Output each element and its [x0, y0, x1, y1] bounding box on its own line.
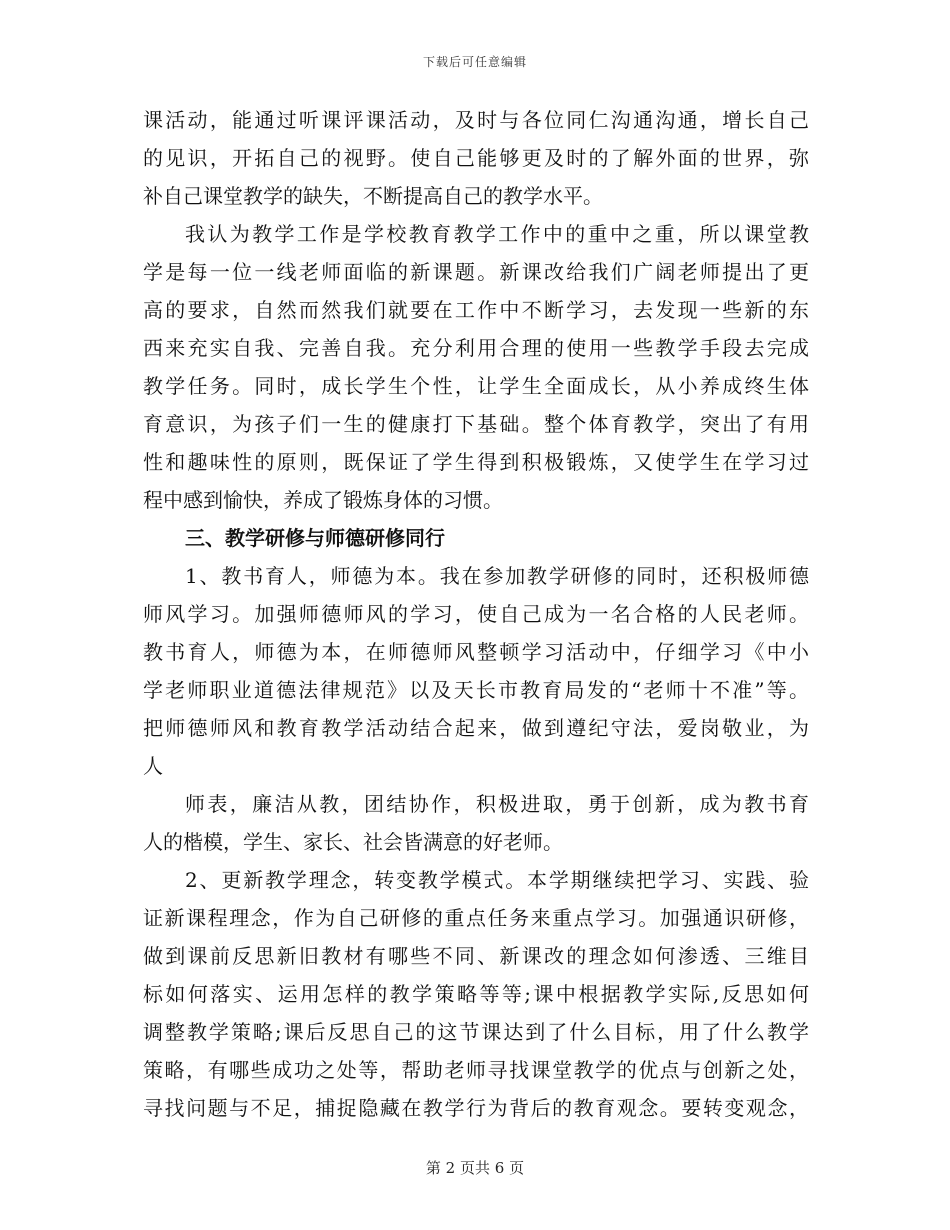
text-line: 2、更新教学理念，转变教学模式。本学期继续把学习、实践、验: [185, 868, 809, 892]
text-line: 寻找问题与不足，捕捉隐藏在教学行为背后的教育观念。要转变观念，: [143, 1096, 809, 1120]
page-number-footer: 第 2 页共 6 页: [425, 1159, 525, 1177]
text-line: 师风学习。加强师德师风的学习，使自己成为一名合格的人民老师。: [143, 602, 809, 626]
text-line: 育意识，为孩子们一生的健康打下基础。整个体育教学，突出了有用: [143, 412, 809, 436]
text-line: 教书育人，师德为本，在师德师风整顿学习活动中，仔细学习《中小: [143, 640, 809, 664]
text-line: 人: [143, 754, 163, 778]
text-line: 标如何落实、运用怎样的教学策略等等;课中根据教学实际,反思如何: [143, 982, 809, 1006]
text-line: 学是每一位一线老师面临的新课题。新课改给我们广阔老师提出了更: [143, 260, 809, 284]
text-line: 把师德师风和教育教学活动结合起来，做到遵纪守法，爱岗敬业，为: [143, 716, 809, 740]
text-line: 做到课前反思新旧教材有哪些不同、新课改的理念如何渗透、三维目: [143, 944, 809, 968]
text-line: 性和趣味性的原则，既保证了学生得到积极锻炼，又使学生在学习过: [143, 450, 809, 474]
text-line: 程中感到愉快，养成了锻炼身体的习惯。: [143, 488, 503, 512]
text-line: 的见识，开拓自己的视野。使自己能够更及时的了解外面的世界，弥: [143, 146, 809, 170]
text-line: 证新课程理念，作为自己研修的重点任务来重点学习。加强通识研修，: [143, 906, 809, 930]
text-line: 1、教书育人，师德为本。我在参加教学研修的同时，还积极师德: [185, 564, 809, 588]
text-line: 补自己课堂教学的缺失，不断提高自己的教学水平。: [143, 184, 603, 208]
text-line: 高的要求，自然而然我们就要在工作中不断学习，去发现一些新的东: [143, 298, 809, 322]
section-heading: 三、教学研修与师德研修同行: [185, 526, 445, 550]
text-line: 调整教学策略;课后反思自己的这节课达到了什么目标，用了什么教学: [143, 1020, 809, 1044]
text-line: 人的楷模，学生、家长、社会皆满意的好老师。: [143, 830, 563, 854]
page-header: 下载后可任意编辑: [422, 55, 527, 69]
text-line: 策略，有哪些成功之处等，帮助老师寻找课堂教学的优点与创新之处，: [143, 1058, 809, 1082]
text-line: 我认为教学工作是学校教育教学工作中的重中之重，所以课堂教: [185, 222, 809, 246]
document-body: [143, 101, 809, 1127]
text-line: 师表，廉洁从教，团结协作，积极进取，勇于创新，成为教书育: [185, 792, 809, 816]
text-line: 教学任务。同时，成长学生个性，让学生全面成长，从小养成终生体: [143, 374, 809, 398]
text-line: 课活动，能通过听课评课活动，及时与各位同仁沟通沟通，增长自己: [143, 108, 809, 132]
text-line: 学老师职业道德法律规范》以及天长市教育局发的“老师十不准”等。: [143, 678, 809, 702]
text-line: 西来充实自我、完善自我。充分利用合理的使用一些教学手段去完成: [143, 336, 809, 360]
